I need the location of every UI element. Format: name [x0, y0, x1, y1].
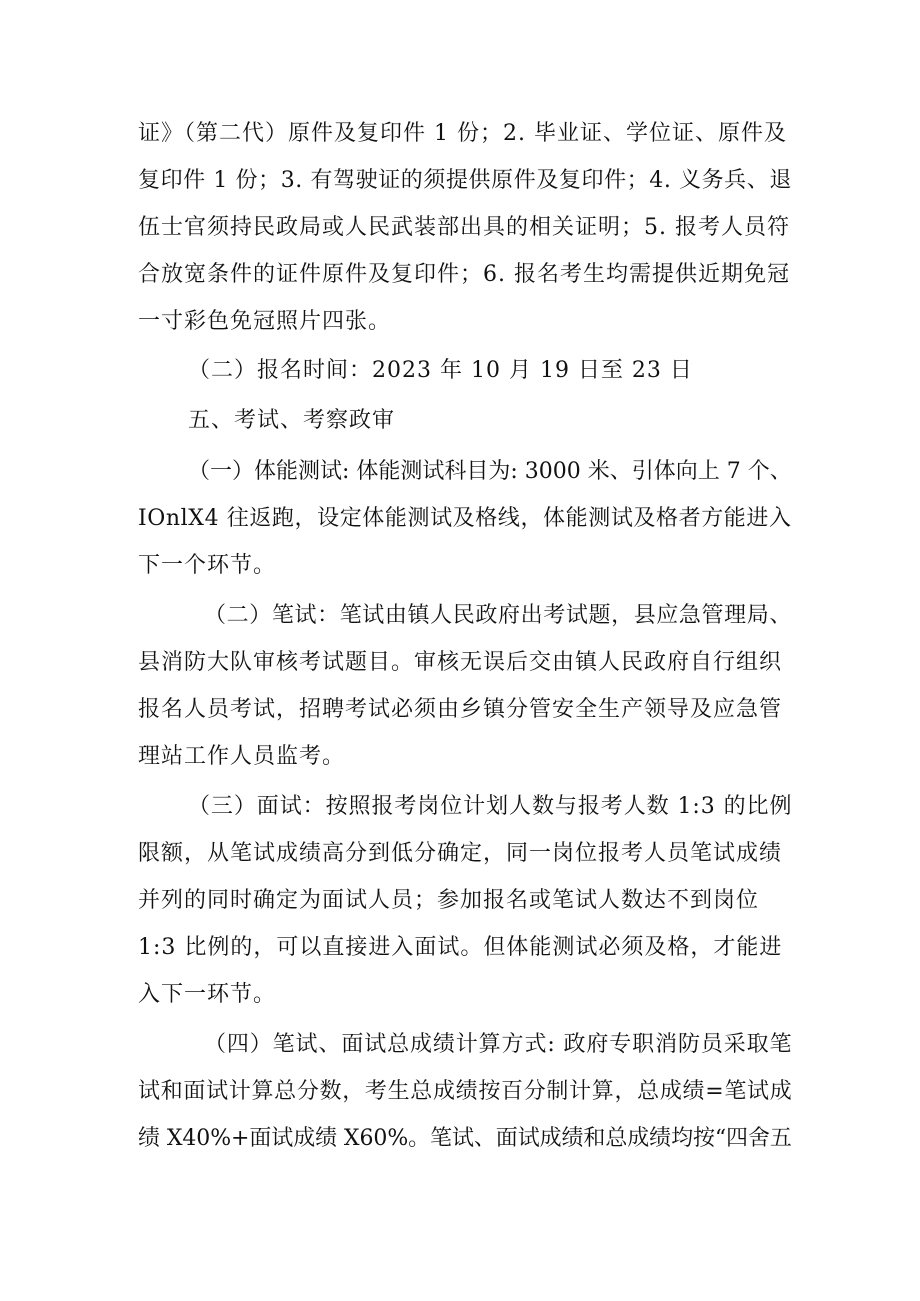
text-line: 一寸彩色免冠照片四张。 [138, 309, 392, 334]
section-heading: 五、考试、考察政审 [188, 408, 396, 433]
text-line: 报名人员考试，招聘考试必须由乡镇分管安全生产领导及应急管 [138, 697, 783, 722]
text-line: IOnlX4 往返跑，设定体能测试及格线，体能测试及格者方能进入 [138, 506, 792, 531]
text-line: 复印件 1 份；3. 有驾驶证的须提供原件及复印件；4. 义务兵、退 [138, 168, 792, 193]
text-line: 限额，从笔试成绩高分到低分确定，同一岗位报考人员笔试成绩 [138, 841, 783, 866]
text-line: 绩 X40%+面试成绩 X60%。笔试、面试成绩和总成绩均按“四舍五 [138, 1126, 792, 1151]
text-line: （四）笔试、面试总成绩计算方式: 政府专职消防员采取笔 [204, 1032, 793, 1057]
text-line: 伍士官须持民政局或人民武装部出具的相关证明；5. 报考人员符 [138, 215, 790, 240]
text-line: 证》（第二代）原件及复印件 1 份；2. 毕业证、学位证、原件及 [138, 121, 787, 146]
text-line: 并列的同时确定为面试人员；参加报名或笔试人数达不到岗位 [138, 888, 760, 913]
text-line: 1:3 比例的，可以直接进入面试。但体能测试必须及格，才能进 [138, 935, 783, 960]
text-line: 理站工作人员监考。 [138, 744, 346, 769]
text-line: 下一个环节。 [138, 553, 277, 578]
text-line: （三）面试：按照报考岗位计划人数与报考人数 1:3 的比例 [188, 794, 793, 819]
text-line: 入下一环节。 [138, 982, 277, 1007]
text-line: （二）笔试：笔试由镇人民政府出考试题，县应急管理局、 [204, 603, 793, 628]
text-line: （一）体能测试: 体能测试科目为: 3000 米、引体向上 7 个、 [188, 459, 792, 484]
section-heading: （二）报名时间：2023 年 10 月 19 日至 23 日 [188, 358, 693, 383]
text-line: 合放宽条件的证件原件及复印件；6. 报名考生均需提供近期免冠 [138, 262, 790, 287]
text-line: 县消防大队审核考试题目。审核无误后交由镇人民政府自行组织 [138, 650, 783, 675]
text-line: 试和面试计算总分数，考生总成绩按百分制计算，总成绩=笔试成 [138, 1079, 793, 1104]
